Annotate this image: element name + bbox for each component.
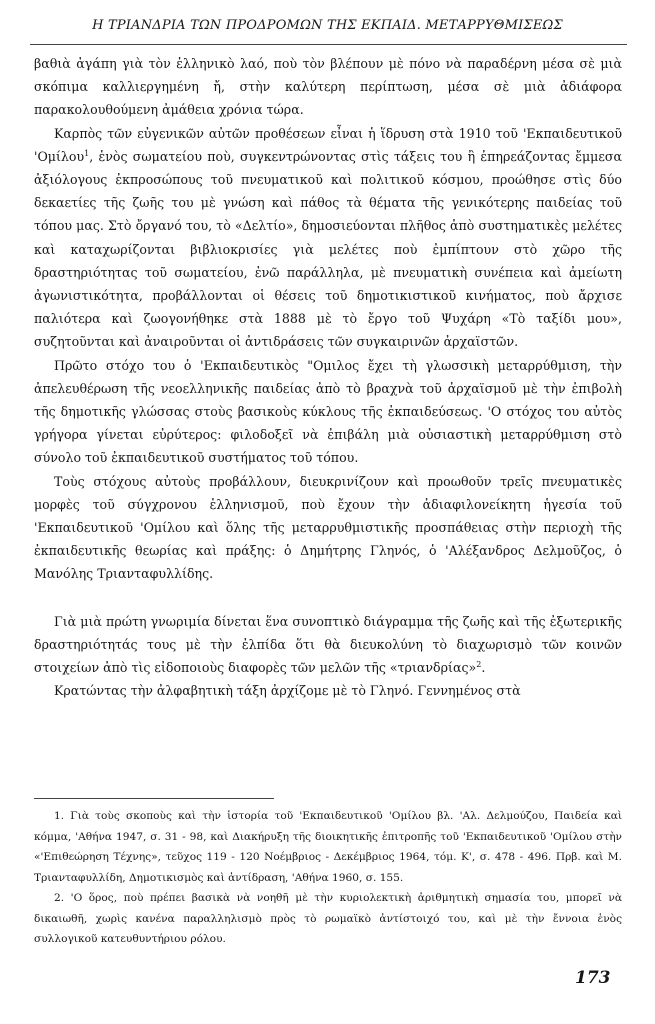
paragraph-2-part-a: Καρπὸς τῶν εὐγενικῶν αὐτῶν προθέσεων εἶναι ἡ ἵδρυση στὰ 1910 τοῦ 'Εκπαιδευτικοῦ 'Ομίλου — [34, 125, 622, 164]
footnote-ref-2[interactable]: 2 — [476, 659, 482, 669]
footnote-2: 2. 'Ο ὅρος, ποὺ πρέπει βασικὰ νὰ νοηθῆ μὲ τὴν κυριολεκτικὴ ἀριθμητικὴ σημασία του, μπορεῖ νὰ δικαιωθῆ, χωρὶς κανένα παραλληλισμὸ πρὸς τὸ ρωμαϊκὸ ἀντίστοιχό του, καὶ μὲ τὴν ἔννοια ἑνὸς συλλογικοῦ κατευθυντήριου ρόλου. — [34, 892, 622, 945]
footnotes — [34, 806, 622, 950]
paragraph-2 — [34, 122, 622, 354]
paragraph-5-part-b: . — [481, 660, 486, 676]
main-text — [34, 52, 622, 702]
paragraph-1: βαθιὰ ἀγάπη γιὰ τὸν ἑλληνικὸ λαό, ποὺ τὸν βλέπουν μὲ πόνο νὰ παραδέρνη μέσα σὲ μιὰ σκόπιμα καλλιεργημένη ἤ, στὴν καλύτερη περίπτωση, μέσα σὲ μιὰ ἀδιάφορα παρακολουθούμενη ἀμάθεια χρόνια τώρα. — [34, 56, 622, 118]
header-rule — [30, 44, 627, 45]
paragraph-4: Τοὺς στόχους αὐτοὺς προβάλλουν, διευκρινίζουν καὶ προωθοῦν τρεῖς πνευματικὲς μορφὲς τοῦ σύγχρονου ἑλληνισμοῦ, ποὺ ἔχουν τὴν ἀδιαφιλονείκητη ἡγεσία τοῦ 'Εκπαιδευτικοῦ 'Ομίλου καὶ ὅλης τῆς μεταρρυθμιστικῆς προσπάθειας στὴν περιοχὴ τῆς ἐκπαιδευτικῆς θεωρίας καὶ πράξης: ὁ Δημήτρης Γληνός, ὁ 'Αλέξανδρος Δελμοῦζος, ὁ Μανόλης Τριανταφυλλίδης. — [34, 473, 622, 582]
paragraph-6: Κρατώντας τὴν ἀλφαβητικὴ τάξη ἀρχίζομε μὲ τὸ Γληνό. Γεννημένος στὰ — [54, 683, 521, 699]
page-number: 173 — [575, 968, 611, 988]
running-header: Η ΤΡΙΑΝΔΡΙΑ ΤΩΝ ΠΡΟΔΡΟΜΩΝ ΤΗΣ ΕΚΠΑΙΔ. ΜΕΤΑΡΡΥΘΜΙΣΕΩΣ — [92, 18, 563, 33]
footnote-ref-1[interactable]: 1 — [84, 148, 90, 158]
paragraph-3: Πρῶτο στόχο του ὁ 'Εκπαιδευτικὸς "Ομιλος ἔχει τὴ γλωσσικὴ μεταρρύθμιση, τὴν ἀπελευθέρωση τῆς νεοελληνικῆς παιδείας ἀπὸ τὸ βραχνὰ τοῦ ἀρχαϊσμοῦ μὲ τὴν ἐπιβολὴ τῆς δημοτικῆς γλώσσας στοὺς βασικοὺς κύκλους τῆς ἐκπαιδεύσεως. 'Ο στόχος του αὐτὸς γρήγορα γίνεται εὐρύτερος: φιλοδοξεῖ νὰ ἐπιβάλη μιὰ οὐσιαστικὴ μεταρρύθμιση στὸ σύνολο τοῦ ἐκπαιδευτικοῦ συστήματος τοῦ τόπου. — [34, 357, 622, 466]
footnote-rule — [34, 798, 274, 799]
paragraph-2-part-b: , ἑνὸς σωματείου ποὺ, συγκεντρώνοντας στὶς τάξεις του ἢ ἐπηρεάζοντας ἔμμεσα ἀξιόλογους ἐκπροσώπους τοῦ πνευματικοῦ καὶ πολιτικοῦ κόσμου, προώθησε στὶς δύο δεκαετίες τῆς ζωῆς του μὲ γνώση καὶ πάθος τὰ θέματα τῆς γενικότερης παιδείας τοῦ τόπου μας. Στὸ ὄργανό του, τὸ «Δελτίο», δημοσιεύονται πλῆθος ἀπὸ συστηματικὲς μελέτες καὶ καταχωρίζονται βιβλιοκρισίες γιὰ μελέτες ποὺ ἐμπίπτουν στὸ χῶρο τῆς δραστηριότητας τοῦ σωματείου, ἐνῶ παράλληλα, μὲ πνευματικὴ συνέπεια καὶ ἀμείωτη ἀγωνιστικότητα, προβάλλονται οἱ θέσεις τοῦ δημοτικιστικοῦ κινήματος, ποὺ ἄρχισε παλιότερα καὶ ζωογονήθηκε στὰ 1888 μὲ τὸ ἔργο τοῦ Ψυχάρη «Τὸ ταξίδι μου», συζητοῦνται καὶ ἀναιροῦνται οἱ ἀντιδράσεις τῶν συγκαιρινῶν ἀρχαϊστῶν. — [34, 148, 622, 350]
footnote-1: 1. Γιὰ τοὺς σκοποὺς καὶ τὴν ἱστορία τοῦ 'Εκπαιδευτικοῦ 'Ομίλου βλ. 'Αλ. Δελμούζου, Παιδεία καὶ κόμμα, 'Αθήνα 1947, σ. 31 - 98, καὶ Διακήρυξη τῆς διοικητικῆς ἐπιτροπῆς τοῦ 'Εκπαιδευτικοῦ 'Ομίλου στὴν «'Επιθεώρηση Τέχνης», τεῦχος 119 - 120 Νοέμβριος - Δεκέμβριος 1964, τόμ. Κ', σ. 478 - 496. Πρβ. καὶ Μ. Τριανταφυλλίδη, Δημοτικισμὸς καὶ ἀντίδραση, 'Αθήνα 1960, σ. 155. — [34, 810, 622, 884]
paragraph-5 — [34, 610, 622, 680]
paragraph-5-part-a: Γιὰ μιὰ πρώτη γνωριμία δίνεται ἕνα συνοπτικὸ διάγραμμα τῆς ζωῆς καὶ τῆς ἐξωτερικῆς δραστηριότητάς τους μὲ τὴν ἐλπίδα ὅτι θὰ διευκολύνη τὸ διαχωρισμὸ τῶν κοινῶν στοιχείων ἀπὸ τὶς εἰδοποιοὺς διαφορὲς τῶν μελῶν τῆς «τριανδρίας» — [34, 613, 622, 676]
